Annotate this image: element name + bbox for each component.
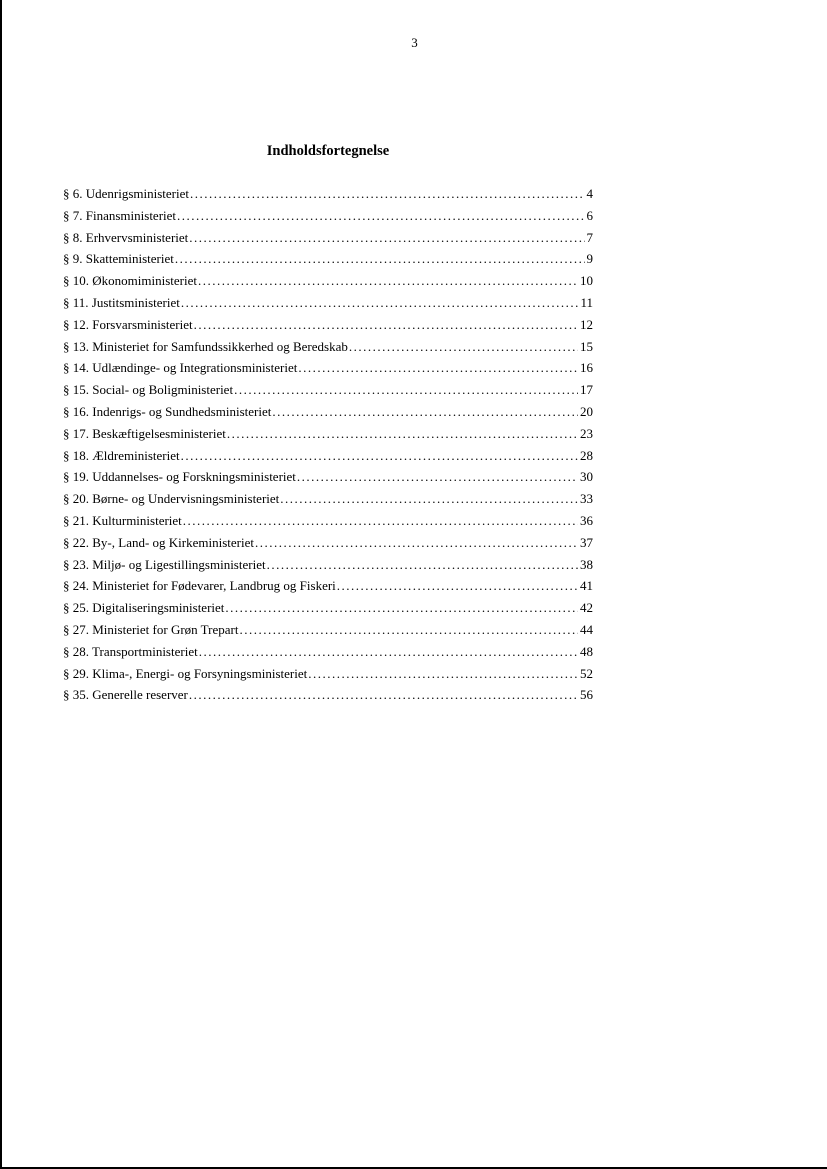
toc-entry	[63, 230, 593, 252]
page-number: 3	[411, 35, 418, 50]
toc-leader-dots	[308, 666, 578, 682]
toc-entry-label: § 22. By-, Land- og Kirkeministeriet	[63, 534, 254, 550]
toc-entry-page: 17	[580, 382, 593, 398]
toc-entry-page: 48	[580, 643, 593, 659]
toc-entry-label: § 17. Beskæftigelsesministeriet	[63, 425, 226, 441]
toc-entry-label: § 28. Transportministeriet	[63, 643, 198, 659]
toc-entry-page: 44	[580, 621, 593, 637]
toc-entry	[63, 186, 593, 208]
toc-entry-label: § 9. Skatteministeriet	[63, 251, 174, 267]
toc-entry-label: § 16. Indenrigs- og Sundhedsministeriet	[63, 403, 272, 419]
toc-entry-page: 38	[580, 556, 593, 572]
toc-entry	[63, 360, 593, 382]
toc-entry	[63, 557, 593, 579]
toc-entry	[63, 469, 593, 491]
page-title: Indholdsfortegnelse	[266, 143, 390, 159]
toc-entry-page: 52	[580, 665, 593, 681]
toc-entry-label: § 35. Generelle reserver	[63, 687, 188, 703]
toc-entry	[63, 317, 593, 339]
toc-leader-dots	[181, 448, 578, 464]
toc-entry-page: 16	[580, 360, 593, 376]
toc-entry-page: 10	[580, 273, 593, 289]
toc-entry-label: § 11. Justitsministeriet	[63, 294, 180, 310]
toc-entry-label: § 23. Miljø- og Ligestillingsministeriet	[63, 556, 266, 572]
toc-entry-label: § 14. Udlændinge- og Integrationsministeriet	[63, 360, 298, 376]
toc-entry-label: § 7. Finansministeriet	[63, 207, 177, 223]
toc-leader-dots	[198, 273, 578, 289]
toc-entry-page: 7	[586, 229, 593, 245]
toc-entry-page: 42	[580, 600, 593, 616]
toc-entry-label: § 10. Økonomiministeriet	[63, 273, 197, 289]
toc-entry	[63, 622, 593, 644]
toc-entry-label: § 29. Klima-, Energi- og Forsyningsministeriet	[63, 665, 308, 681]
toc-entry-page: 4	[586, 186, 593, 201]
toc-leader-dots	[190, 186, 584, 202]
toc-entry-page: 28	[580, 447, 593, 463]
toc-entry	[63, 295, 593, 317]
toc-leader-dots	[189, 687, 578, 703]
toc-leader-dots	[194, 317, 578, 333]
toc-entry	[63, 687, 593, 709]
toc-leader-dots	[255, 535, 578, 551]
toc-entry-label: § 8. Erhvervsministeriet	[63, 229, 189, 245]
toc-leader-dots	[234, 382, 578, 398]
toc-leader-dots	[177, 208, 584, 224]
toc-leader-dots	[267, 557, 578, 573]
toc-entry	[63, 339, 593, 361]
toc-leader-dots	[239, 622, 578, 638]
toc-entry	[63, 578, 593, 600]
toc-leader-dots	[337, 578, 578, 594]
toc-entry-page: 41	[580, 578, 593, 594]
toc-entry-page: 11	[580, 294, 593, 310]
toc-entry-page: 9	[586, 251, 593, 267]
toc-leader-dots	[175, 251, 585, 267]
toc-entry	[63, 448, 593, 470]
toc-entry	[63, 273, 593, 295]
toc-leader-dots	[181, 295, 579, 311]
toc-entry	[63, 404, 593, 426]
toc-entry-page: 56	[580, 687, 593, 703]
toc-entry-label: § 21. Kulturministeriet	[63, 512, 182, 528]
toc-leader-dots	[189, 230, 584, 246]
toc-entry-label: § 18. Ældreministeriet	[63, 447, 180, 463]
toc-entry-label: § 24. Ministeriet for Fødevarer, Landbrug og Fiskeri	[63, 578, 336, 594]
toc-entry	[63, 491, 593, 513]
toc-entry	[63, 382, 593, 404]
toc-entry-label: § 15. Social- og Boligministeriet	[63, 382, 234, 398]
toc-entry-page: 33	[580, 491, 593, 507]
toc-entry-page: 20	[580, 403, 593, 419]
toc-entry	[63, 513, 593, 535]
toc-entry	[63, 600, 593, 622]
toc-entry-label: § 13. Ministeriet for Samfundssikkerhed og Beredskab	[63, 338, 348, 354]
toc-leader-dots	[183, 513, 578, 529]
toc-entry	[63, 251, 593, 273]
toc-entry-page: 12	[580, 316, 593, 332]
toc-entry-page: 37	[580, 534, 593, 550]
toc-leader-dots	[297, 469, 578, 485]
toc-leader-dots	[349, 339, 578, 355]
toc-entry-page: 30	[580, 469, 593, 485]
toc-leader-dots	[280, 491, 578, 507]
toc-entry	[63, 208, 593, 230]
toc-leader-dots	[227, 426, 578, 442]
toc-entry-page: 6	[586, 207, 593, 223]
toc-entry-page: 23	[580, 425, 593, 441]
toc-entry-label: § 6. Udenrigsministeriet	[63, 186, 190, 201]
toc-entry-label: § 20. Børne- og Undervisningsministeriet	[63, 491, 280, 507]
toc-entry	[63, 426, 593, 448]
toc-entry	[63, 644, 593, 666]
toc-leader-dots	[199, 644, 578, 660]
toc-entry-label: § 19. Uddannelses- og Forskningsministeriet	[63, 469, 296, 485]
toc-leader-dots	[272, 404, 578, 420]
toc-entry-page: 15	[580, 338, 593, 354]
toc-entry-label: § 12. Forsvarsministeriet	[63, 316, 193, 332]
toc-entry-label: § 25. Digitaliseringsministeriet	[63, 600, 225, 616]
toc-entry	[63, 535, 593, 557]
toc-entry-page: 36	[580, 512, 593, 528]
toc-leader-dots	[225, 600, 578, 616]
toc-leader-dots	[298, 360, 578, 376]
toc-list	[63, 186, 593, 709]
toc-entry-label: § 27. Ministeriet for Grøn Trepart	[63, 621, 239, 637]
toc-entry	[63, 666, 593, 688]
